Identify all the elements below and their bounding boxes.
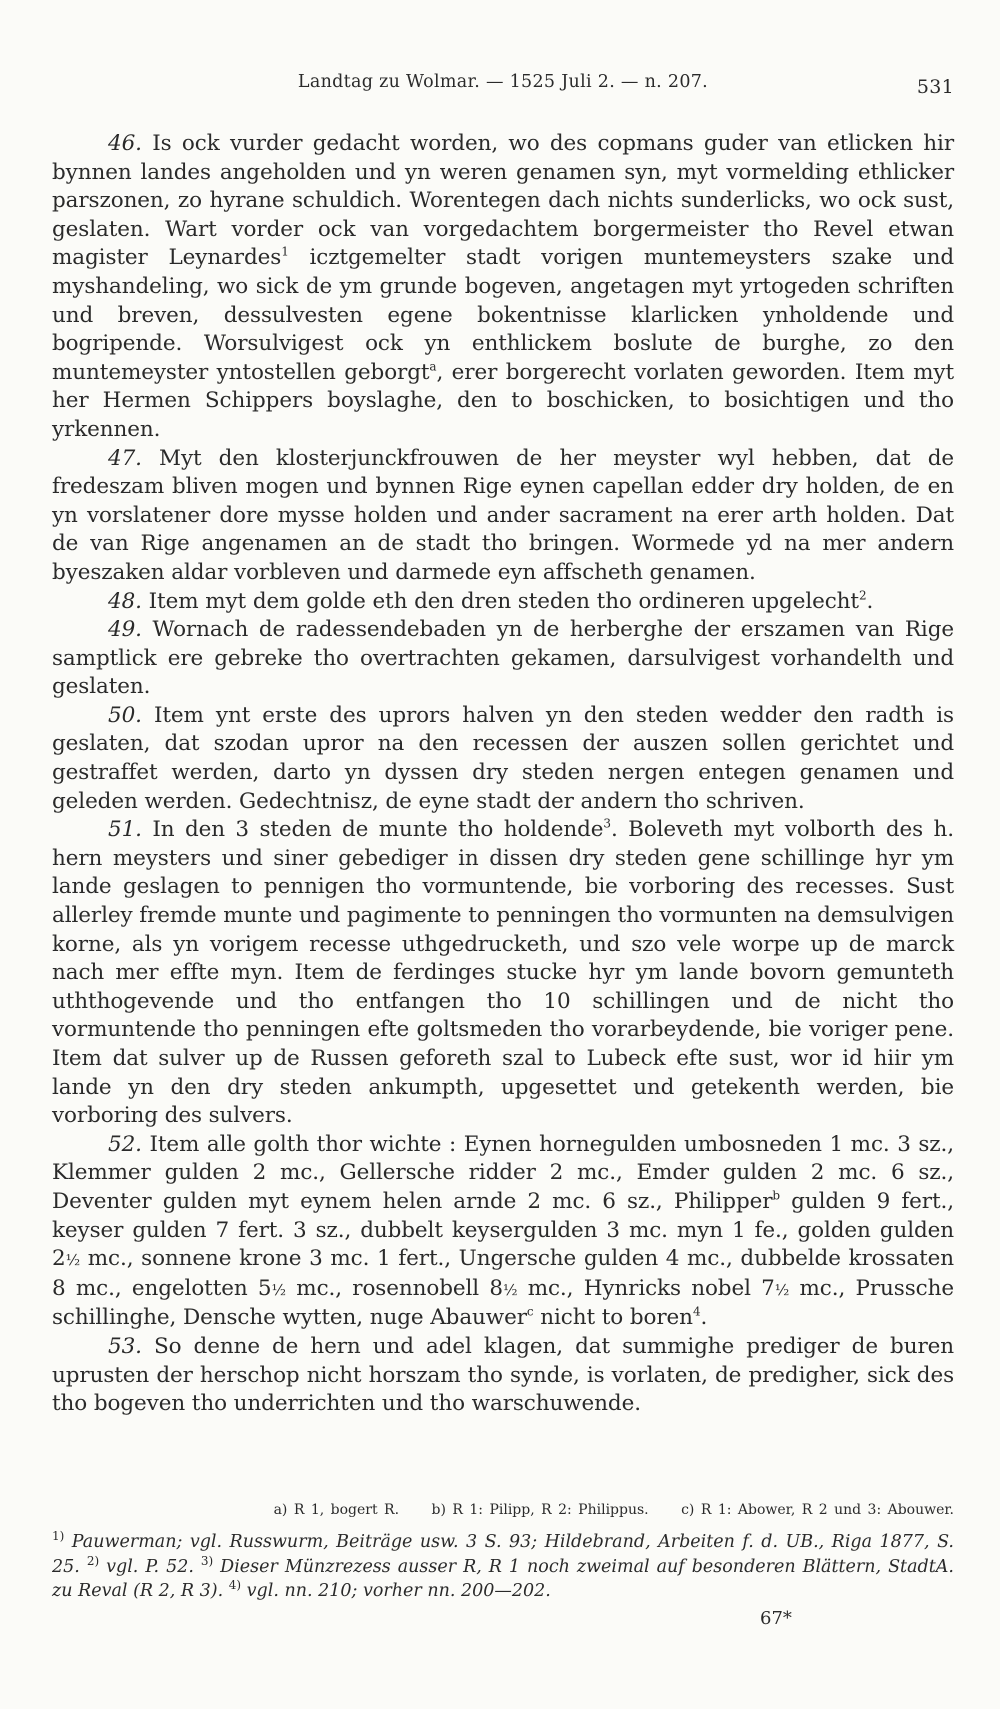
paragraph-number: 49. <box>108 617 142 643</box>
footnote-ref: a <box>429 359 437 374</box>
paragraph-text: Item alle golth thor wichte : Eynen hornegulden umbosneden 1 mc. 3 sz., Klemmer gulden 2 mc., Gellersche ridder 2 mc., Emder gulden 2 mc. 6 sz., Deventer gulden myt eynem helen arnde 2 mc. 6 sz., Philipper <box>52 1131 955 1214</box>
footnotes <box>52 1530 954 1604</box>
paragraph-53 <box>52 1333 954 1419</box>
paragraph-text: . <box>700 1305 708 1331</box>
footnote-ref: 3 <box>603 816 611 831</box>
paragraph-number: 46. <box>108 131 142 156</box>
footnote-text: vgl. P. 52. <box>106 1556 194 1577</box>
paragraph-text: Item ynt erste des uprors halven yn den steden wedder den radth is geslaten, dat szodan upror na den recessen der auszen sollen gerichtet und gestraffet werden, darto yn dyssen dry steden nergen entegen genamen und geleden werden. Gedechtnisz, de eyne stadt der andern tho schriven. <box>52 702 954 814</box>
fraction: ½ <box>774 1280 790 1299</box>
page-number: 531 <box>916 76 954 98</box>
paragraph-text: Wornach de radessendebaden yn de herberghe der erszamen van Rige samptlick ere gebreke tho overtrachten gekamen, darsulvigest vorhandelth und geslaten. <box>52 617 954 700</box>
paragraph-text: Item myt dem golde eth den dren steden tho ordineren upgelecht <box>148 588 859 614</box>
variant-note: c) R 1: Abower, R 2 und 3: Abouwer. <box>681 1502 954 1518</box>
paragraph-text: icztgemelter stadt vorigen muntemeysters szake und myshandeling, wo sick de ym grunde bogeven, angetagen myt yrtogeden schriften und breven, dessulvesten egene bokentnisse klarlicken ynholdende und bogripende. Worsulvigest ock yn enthlickem boslute de burghe, zo den muntemeyster yntostellen geborgt <box>52 245 954 385</box>
footnote-mark: 4) <box>228 1577 242 1592</box>
printer-signature: 67* <box>760 1608 792 1629</box>
variant-ref: c <box>526 1304 534 1319</box>
footnote-text: vgl. nn. 210; vorher nn. 200—202. <box>246 1581 551 1601</box>
paragraph-52 <box>52 1131 954 1333</box>
paragraph-text: , erer borgerecht vorlaten geworden. Item myt her Hermen Schippers boyslaghe, den to boschicken, to bosichtigen und tho yrkennen. <box>52 359 954 442</box>
paragraph-text: mc., Hynricks nobel 7 <box>517 1275 775 1301</box>
paragraph-text: So denne de hern und adel klagen, dat summighe prediger de buren uprusten der herschop nicht horszam tho synde, is vorlaten, de predigher, sick des tho bogeven tho underrichten und tho warschuwende. <box>52 1333 954 1417</box>
header-title: Landtag zu Wolmar. — 1525 Juli 2. — n. 207. <box>297 72 709 92</box>
paragraph-text: . <box>866 588 874 614</box>
footnote-mark: 1) <box>52 1528 65 1543</box>
paragraph-text: mc., rosennobell 8 <box>285 1275 503 1301</box>
paragraph-text: Is ock vurder gedacht worden, wo des copmans guder van etlicken hir bynnen landes angeholden und yn weren genamen syn, myt vormelding ethlicker parszonen, zo hyrane schuldich. Worentegen dach nichts sunderlicks, wo ock sust, geslaten. Wart vorder ock van vorgedachtem borgermeister tho Revel etwan magister Leynardes <box>52 131 954 271</box>
footnote-text: Pauwerman; vgl. Russwurm, Beiträge usw. 3 S. 93; Hildebrand, Arbeiten f. d. UB., Riga 1877, S. 25. <box>52 1532 954 1577</box>
footnote-ref: 1 <box>281 244 289 259</box>
paragraph-text: . Boleveth myt volborth des h. hern meysters und siner gebediger in dissen dry steden gene schillinge hyr ym lande geslagen to pennigen tho vormuntende, bie vorboring des recesses. Sust allerley fremde munte und pagimente to penningen tho vormunten na demsulvigen korne, als yn vorigem recesse uthgedrucketh, und szo vele worpe up de marck nach mer effte myn. Item de ferdinges stucke hyr ym lande bovorn gemunteth uththogevende und tho entfangen tho 10 schillingen und de nicht tho vormuntende tho penningen efte goltsmeden tho vorarbeydende, bie voriger pene. Item dat sulver up de Russen geforeth szal to Lubeck efte sust, wor id hiir ym lande yn den dry steden ankumpth, upgesettet und getekenth werden, bie vorboring des sulvers. <box>52 817 954 1129</box>
paragraph-text: nicht to boren <box>533 1305 693 1331</box>
paragraph-46 <box>52 130 954 445</box>
variant-note: b) R 1: Pilipp, R 2: Philippus. <box>431 1502 649 1518</box>
fraction: ½ <box>271 1280 286 1299</box>
paragraph-47 <box>52 445 954 588</box>
paragraph-49 <box>52 616 954 702</box>
paragraph-number: 51. <box>108 817 142 843</box>
footnote-mark: 2) <box>86 1553 100 1568</box>
paragraph-number: 53. <box>108 1333 142 1359</box>
footnote-text: Dieser Münzrezess ausser R, R 1 noch zweimal auf besonderen Blättern, StadtA. zu Reval (R 2, R 3). <box>52 1556 954 1601</box>
paragraph-text: gulden 9 fert., keyser gulden 7 fert. 3 sz., dubbelt keysergulden 3 mc. myn 1 fe., golden gulden 2 <box>52 1188 954 1272</box>
footnote-ref: 4 <box>692 1304 701 1319</box>
main-text <box>52 130 954 1419</box>
fraction: ½ <box>502 1280 518 1299</box>
paragraph-number: 48. <box>108 588 142 614</box>
variant-note: a) R 1, bogert R. <box>273 1502 400 1518</box>
fraction: ½ <box>65 1251 81 1270</box>
variant-ref: b <box>772 1188 781 1203</box>
paragraph-50 <box>52 702 954 816</box>
paragraph-number: 50. <box>108 702 142 728</box>
running-header <box>52 68 954 98</box>
footnote-mark: 3) <box>200 1553 214 1568</box>
paragraph-51 <box>52 816 954 1131</box>
paragraph-48 <box>52 588 954 617</box>
footnote-ref: 2 <box>858 588 867 603</box>
paragraph-text: mc., sonnene krone 3 mc. 1 fert., Ungersche gulden 4 mc., dubbelde krossaten 8 mc., engelotten 5 <box>52 1246 954 1301</box>
paragraph-number: 47. <box>108 445 142 471</box>
paragraph-text: mc., Prussche schillinghe, Densche wytten, nuge Abauwer <box>52 1275 954 1331</box>
paragraph-text: In den 3 steden de munte tho holdende <box>152 817 604 843</box>
variant-notes <box>52 1502 954 1518</box>
paragraph-text: Myt den klosterjunckfrouwen de her meyster wyl hebben, dat de fredeszam bliven mogen und bynnen Rige eynen capellan edder dry holden, de en yn vorslatener dore mysse holden und ander sacrament na erer arth holden. Dat de van Rige angenamen an de stadt tho bringen. Wormede yd na mer andern byeszaken aldar vorbleven und darmede eyn affscheth genamen. <box>52 445 955 585</box>
paragraph-number: 52. <box>108 1131 142 1157</box>
